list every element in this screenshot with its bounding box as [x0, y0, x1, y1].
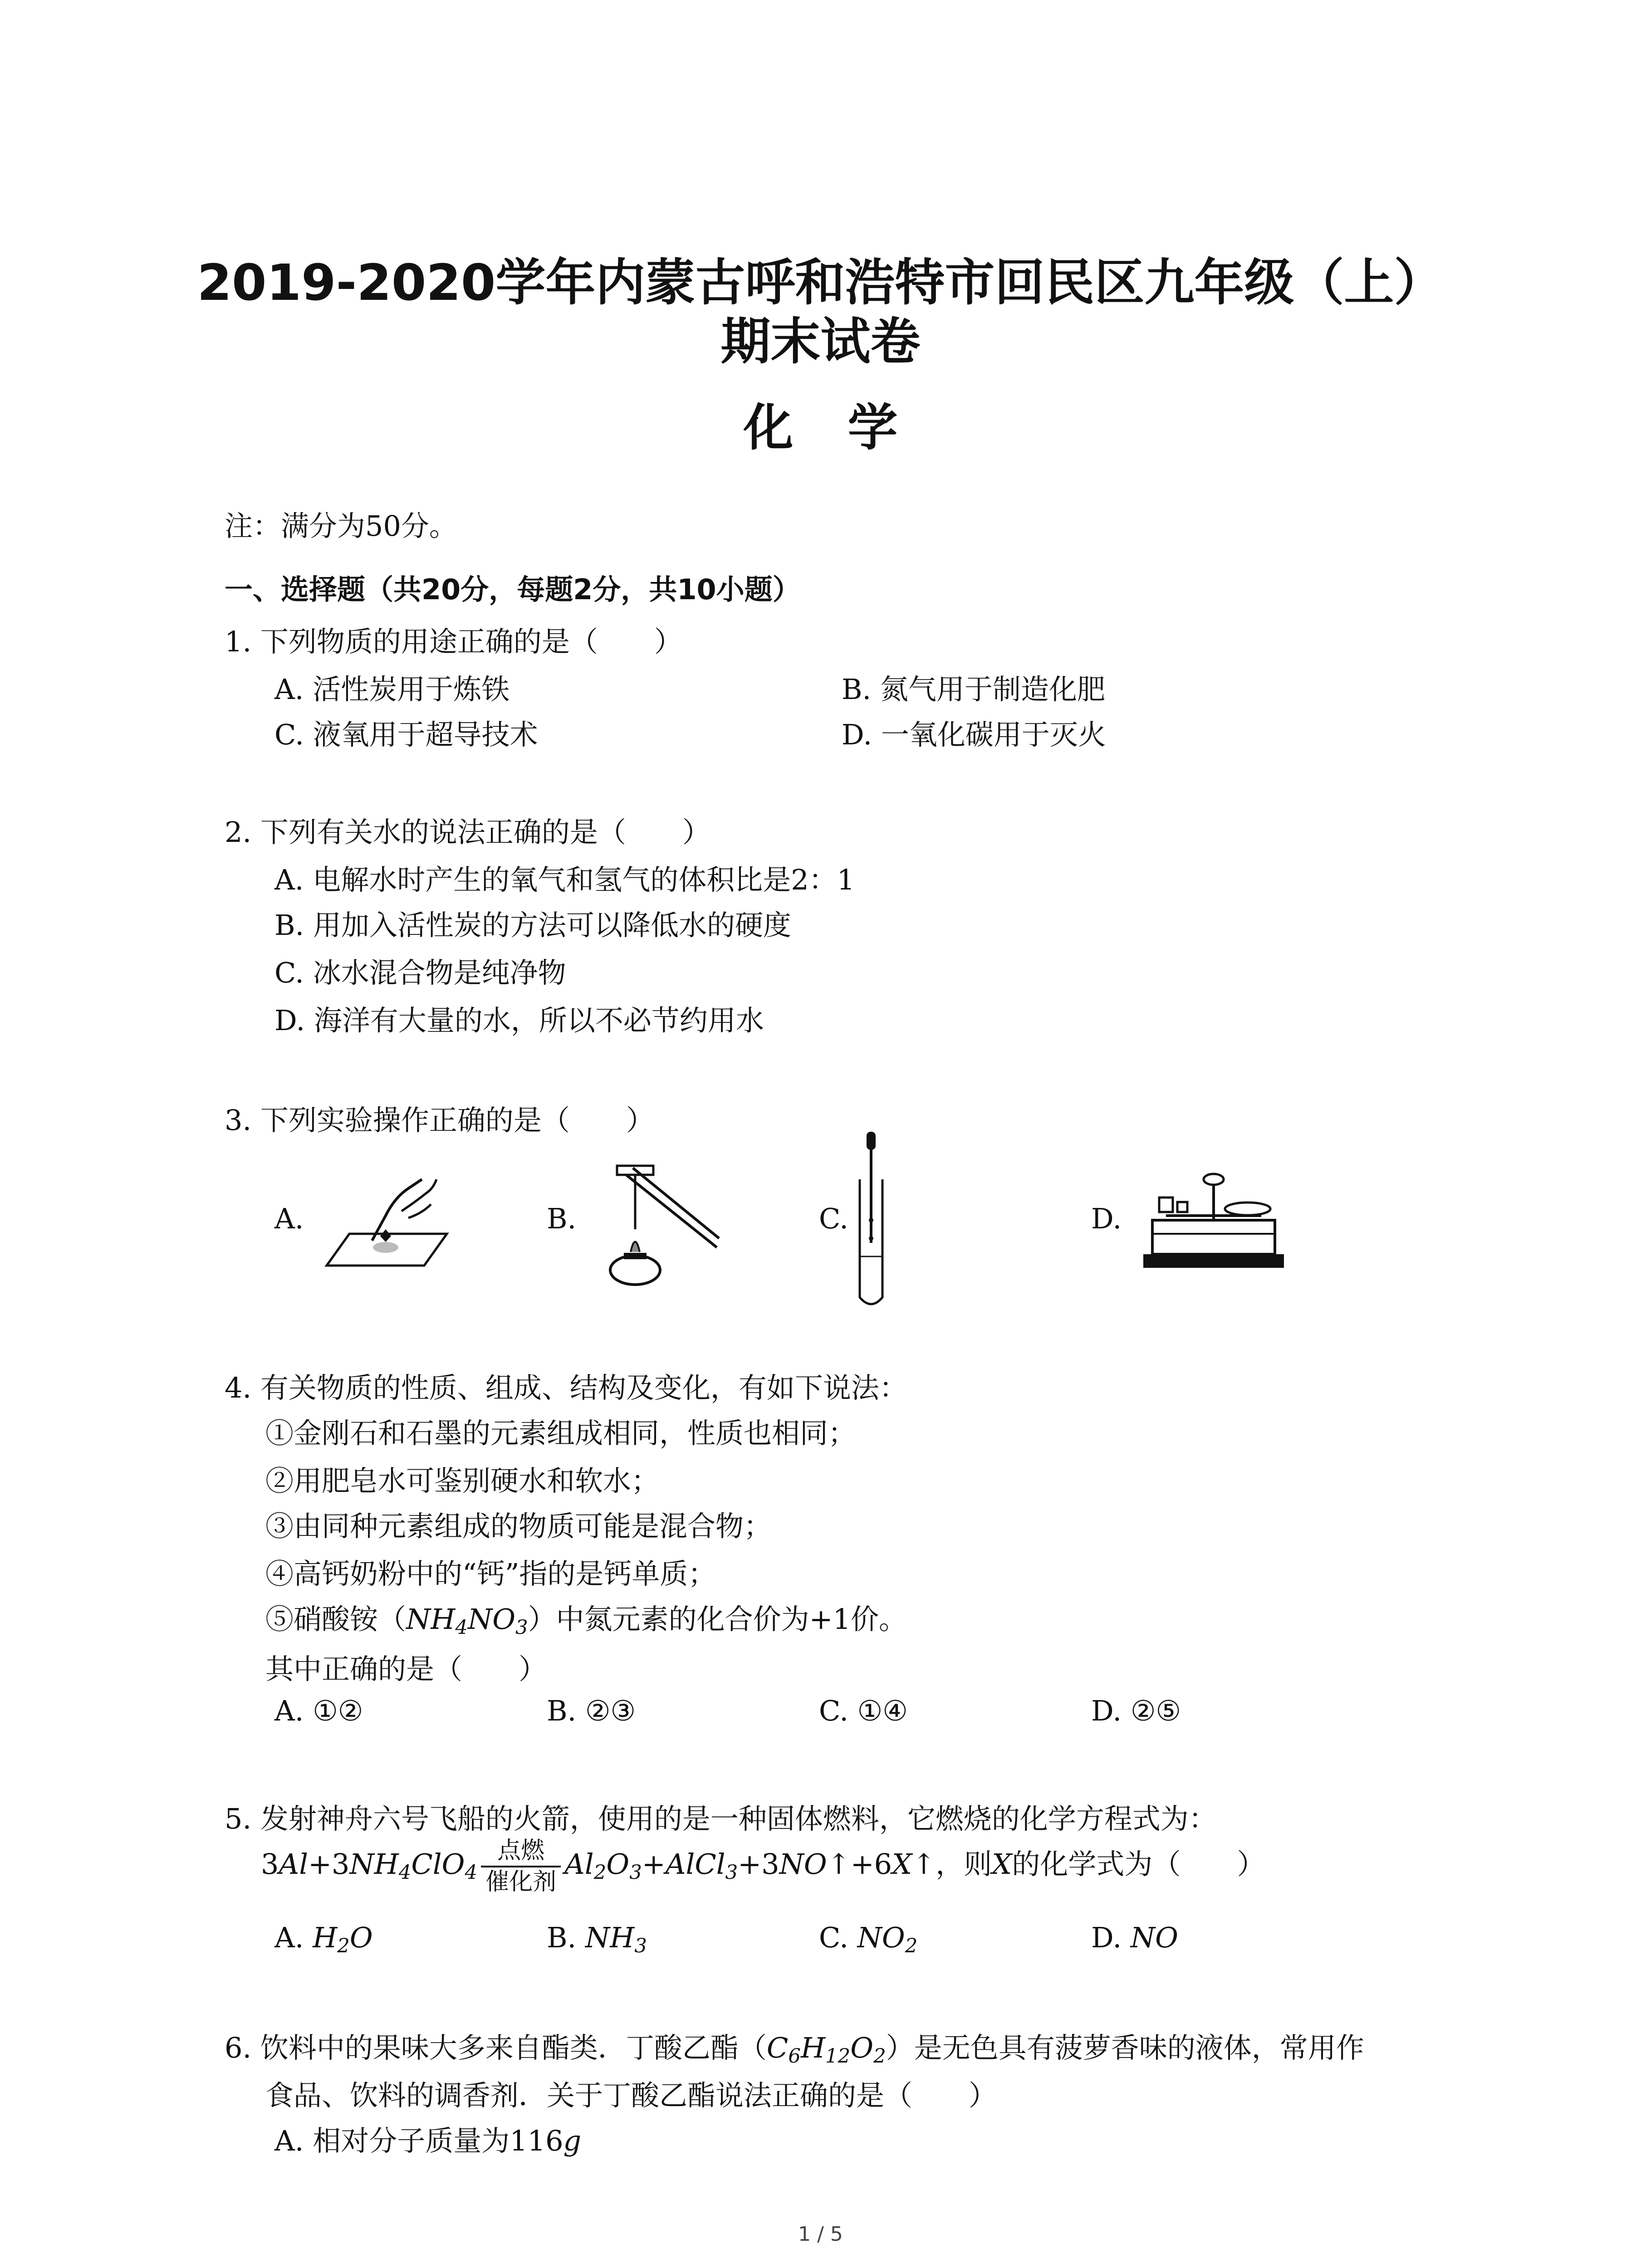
- question-3-option-c-label: C.: [819, 1202, 848, 1235]
- page-number: 1 / 5: [798, 2223, 843, 2246]
- question-4-statement-2: ②用肥皂水可鉴别硬水和软水；: [265, 1464, 660, 1497]
- reaction-condition: $\frac{\text{点燃}}{\text{催化剂}}$: [481, 1836, 561, 1897]
- question-2-option-b: B. 用加入活性炭的方法可以降低水的硬度: [274, 909, 791, 942]
- question-4-statement-1: ①金刚石和石墨的元素组成相同，性质也相同；: [265, 1417, 857, 1450]
- question-4-statement-3: ③由同种元素组成的物质可能是混合物；: [265, 1510, 772, 1543]
- score-note: 注：满分为50分。: [225, 509, 457, 543]
- subject-text: 化学: [743, 399, 952, 457]
- question-4-stem: 4. 有关物质的性质、组成、结构及变化，有如下说法：: [225, 1371, 907, 1404]
- dropper-on-paper-figure: [318, 1161, 454, 1279]
- question-2-option-c: C. 冰水混合物是纯净物: [274, 956, 566, 989]
- section-heading-multiple-choice: 一、选择题（共20分，每题2分，共10小题）: [225, 573, 801, 606]
- question-3-option-a-label: A.: [274, 1202, 304, 1235]
- question-2-option-a: A. 电解水时产生的氧气和氢气的体积比是2：1: [274, 863, 855, 896]
- question-5-option-c: C. $NO_2$: [819, 1921, 918, 1957]
- question-1-option-d: D. 一氧化碳用于灭火: [842, 718, 1106, 751]
- dropper-into-test-tube-figure: [848, 1129, 894, 1311]
- exam-title-line2: 期末试卷: [720, 313, 921, 371]
- question-5-equation: $3Al+3NH_4ClO_4$ $\frac{\text{点燃}}{\text{催化剂}}$ $Al_2O_3+AlCl_3+3NO↑+6X↑$，则X的化学式为（ ）: [261, 1833, 1265, 1904]
- question-4-option-b: B. ②③: [547, 1694, 636, 1727]
- heating-test-tube-figure: [590, 1148, 726, 1293]
- question-3-stem: 3. 下列实验操作正确的是（ ）: [225, 1104, 654, 1137]
- question-5-option-a: A. $H_2O$: [274, 1921, 373, 1957]
- question-5-option-d: D. NO: [1091, 1921, 1179, 1954]
- balance-scale-figure: [1139, 1166, 1288, 1270]
- question-6-option-a: A. 相对分子质量为116g: [274, 2124, 582, 2157]
- question-4-statement-4: ④高钙奶粉中的“钙”指的是钙单质；: [265, 1557, 716, 1590]
- question-6-stem-line1: 6. 饮料中的果味大多来自酯类．丁酸乙酯$(C_6H_{12}O_2)$是无色具有菠萝香味的液体，常用作: [225, 2031, 1364, 2068]
- question-4-prompt: 其中正确的是（ ）: [265, 1652, 547, 1686]
- question-6-stem-line2: 食品、饮料的调香剂．关于丁酸乙酯说法正确的是（ ）: [265, 2079, 997, 2112]
- question-1-option-a: A. 活性炭用于炼铁: [274, 673, 510, 706]
- question-2-option-d: D. 海洋有大量的水，所以不必节约用水: [274, 1004, 764, 1037]
- question-4-option-d: D. ②⑤: [1091, 1694, 1181, 1727]
- question-1-option-b: B. 氮气用于制造化肥: [842, 673, 1105, 706]
- question-4-option-c: C. ①④: [819, 1694, 908, 1727]
- question-1-stem: 1. 下列物质的用途正确的是（ ）: [225, 625, 682, 658]
- subject-title: [0, 399, 1641, 457]
- question-5-option-b: B. $NH_3$: [547, 1921, 647, 1957]
- question-4-option-a: A. ①②: [274, 1694, 363, 1727]
- question-3-option-b-label: B.: [547, 1202, 577, 1235]
- question-1-option-c: C. 液氧用于超导技术: [274, 718, 538, 751]
- question-5-stem: 5. 发射神舟六号飞船的火箭，使用的是一种固体燃料，它燃烧的化学方程式为：: [225, 1802, 1217, 1835]
- question-4-statement-5: ⑤硝酸铵$(NH_4NO_3)$中氮元素的化合价为+1价。: [265, 1603, 907, 1639]
- question-3-option-d-label: D.: [1091, 1202, 1122, 1235]
- exam-title-line1: 2019-2020学年内蒙古呼和浩特市回民区九年级（上）: [197, 254, 1444, 312]
- question-2-stem: 2. 下列有关水的说法正确的是（ ）: [225, 816, 710, 849]
